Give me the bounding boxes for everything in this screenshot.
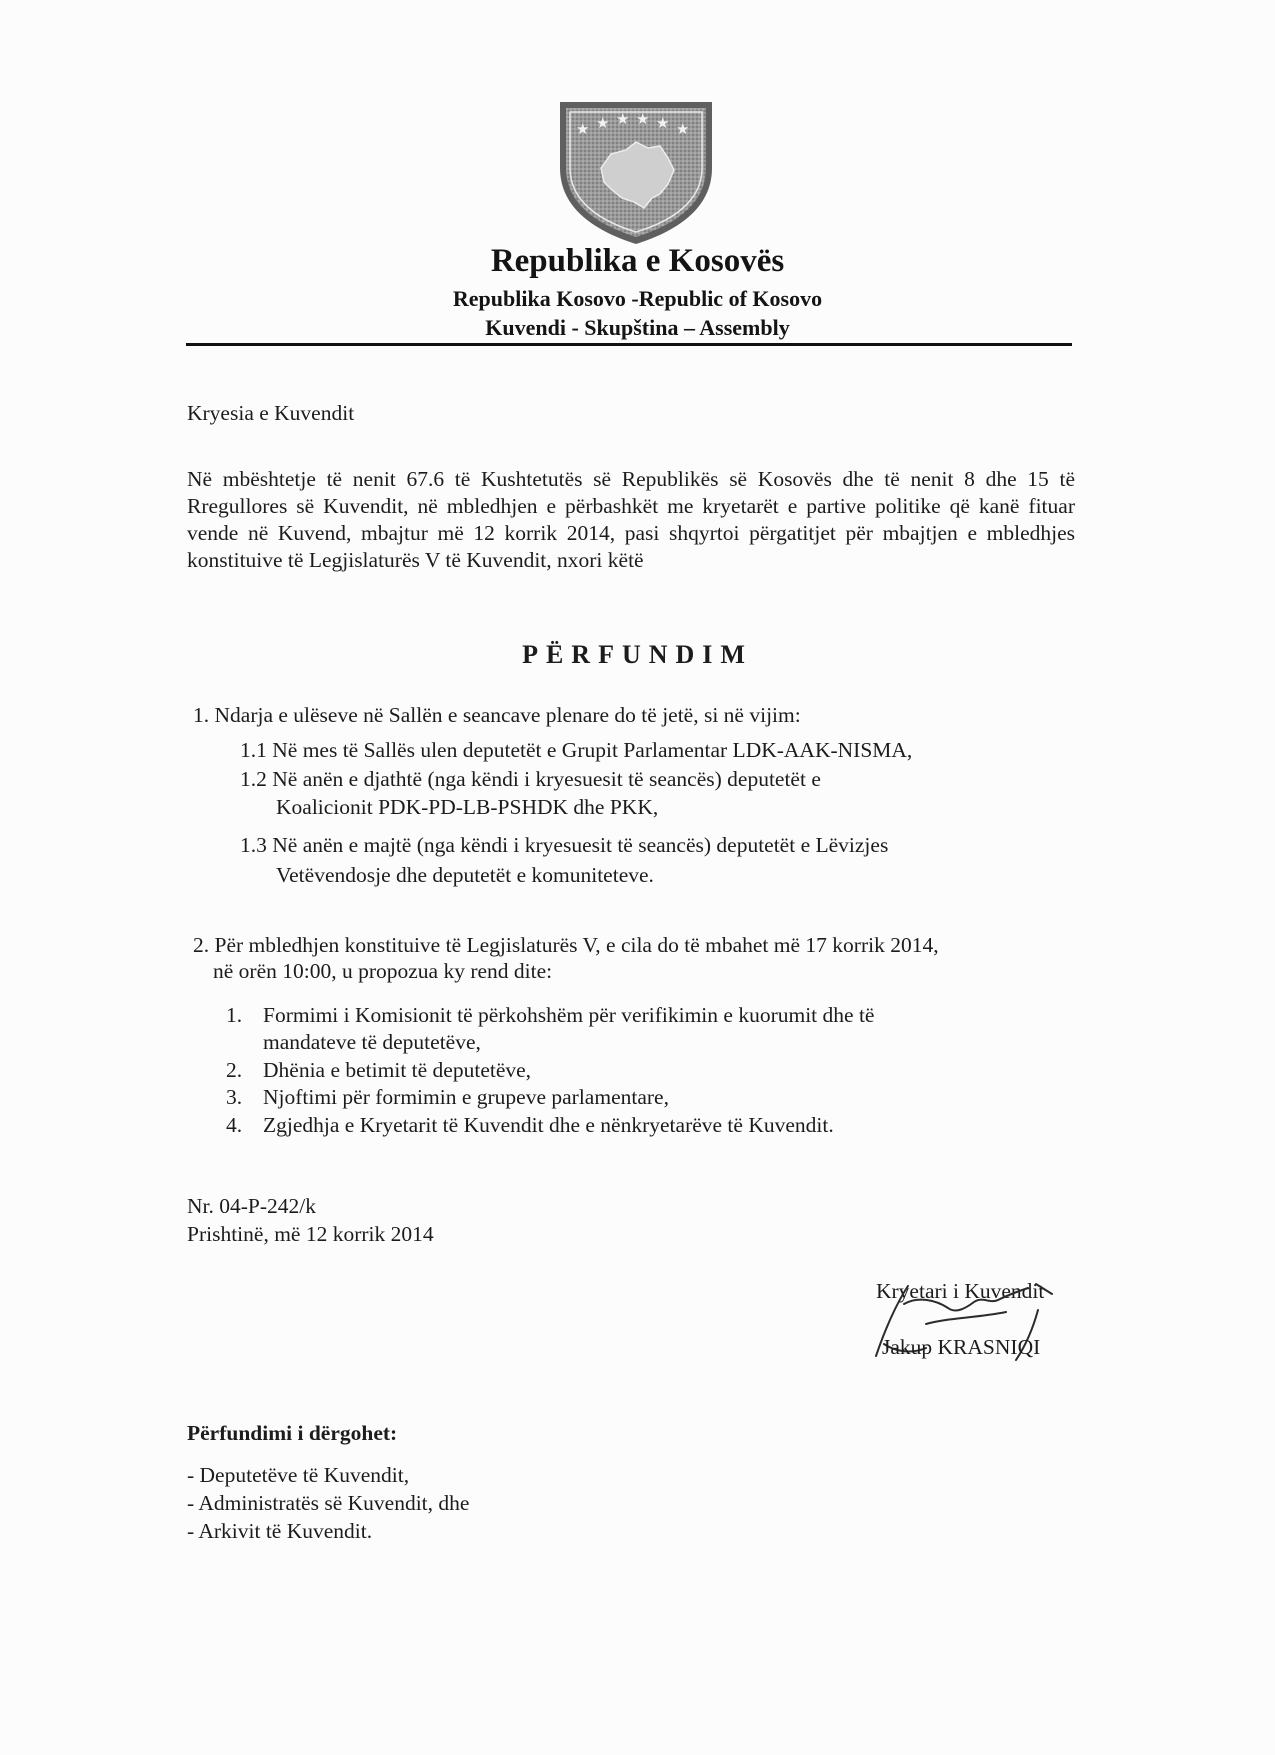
intro-paragraph: Në mbështetje të nenit 67.6 të Kushtetutës së Republikës së Kosovës dhe të nenit 8 dhe 15 të Rregullores së Kuvendit, në mbledhjen e përbashkët me kryetarët e partive politike që kanë fituar vende në Kuvend, mbajtur më 12 korrik 2014, pasi shqyrtoi përgatitjet për mbajtjen e mbledhjes konstituive të Legjislaturës V të Kuvendit, nxori këtë xyxy=(187,467,1075,572)
header-country-name: Republika e Kosovës xyxy=(490,243,785,279)
agenda-item-text: Dhënia e betimit të deputetëve, xyxy=(263,1058,532,1082)
svg-text:★: ★ xyxy=(656,114,670,132)
item-1-2-text: 1.2 Në anën e djathtë (nga këndi i kryesuesit të seancës) deputetët e xyxy=(240,767,821,791)
distribution-recipient: - Arkivit të Kuvendit. xyxy=(187,1519,373,1543)
distribution-recipient: - Administratës së Kuvendit, dhe xyxy=(187,1491,470,1515)
distribution-recipient: - Deputetëve të Kuvendit, xyxy=(187,1463,410,1487)
item-1-3-text: 1.3 Në anën e majtë (nga këndi i kryesuesit të seancës) deputetët e Lëvizjes xyxy=(240,833,889,857)
place-and-date: Prishtinë, më 12 korrik 2014 xyxy=(187,1222,434,1246)
item-1-2-text-continued: Koalicionit PDK-PD-LB-PSHDK dhe PKK, xyxy=(276,795,659,819)
agenda-item-number: 4. xyxy=(226,1113,243,1137)
item-1-3-text-continued: Vetëvendosje dhe deputetët e komuniteteve. xyxy=(276,863,654,887)
signatory-name: Jakup KRASNIQI xyxy=(882,1335,1041,1359)
item-2-text: 2. Për mbledhjen konstituive të Legjislaturës V, e cila do të mbahet më 17 korrik 2014, xyxy=(193,933,939,957)
header-institution-name: Kuvendi - Skupština – Assembly xyxy=(485,315,790,340)
svg-text:★: ★ xyxy=(576,120,590,138)
item-2-text-continued: në orën 10:00, u propozua ky rend dite: xyxy=(213,959,553,983)
svg-text:★: ★ xyxy=(596,114,610,132)
addressee: Kryesia e Kuvendit xyxy=(187,401,355,425)
reference-number: Nr. 04-P-242/k xyxy=(187,1194,316,1218)
item-1-text: 1. Ndarja e ulëseve në Sallën e seancave plenare do të jetë, si në vijim: xyxy=(193,703,801,727)
header-country-name-translations: Republika Kosovo -Republic of Kosovo xyxy=(452,286,823,311)
header-divider xyxy=(186,343,1072,346)
agenda-item-text: Formimi i Komisionit të përkohshëm për verifikimin e kuorumit dhe të xyxy=(263,1003,875,1027)
agenda-item-text: Zgjedhja e Kryetarit të Kuvendit dhe e nënkryetarëve të Kuvendit. xyxy=(263,1113,834,1137)
distribution-heading: Përfundimi i dërgohet: xyxy=(187,1421,398,1445)
agenda-item-number: 1. xyxy=(226,1003,243,1027)
agenda-item-number: 2. xyxy=(226,1058,243,1082)
agenda-item-text: Njoftimi për formimin e grupeve parlamentare, xyxy=(263,1085,669,1109)
item-1-1-text: 1.1 Në mes të Sallës ulen deputetët e Grupit Parlamentar LDK-AAK-NISMA, xyxy=(240,738,913,762)
kosovo-coat-of-arms-emblem xyxy=(556,98,716,246)
svg-text:★: ★ xyxy=(616,110,630,128)
agenda-item-text-continued: mandateve të deputetëve, xyxy=(263,1030,481,1054)
svg-text:★: ★ xyxy=(636,110,650,128)
decision-title: PËRFUNDIM xyxy=(522,640,753,669)
svg-text:★: ★ xyxy=(676,120,690,138)
signatory-role: Kryetari i Kuvendit xyxy=(876,1279,1045,1303)
agenda-item-number: 3. xyxy=(226,1085,243,1109)
